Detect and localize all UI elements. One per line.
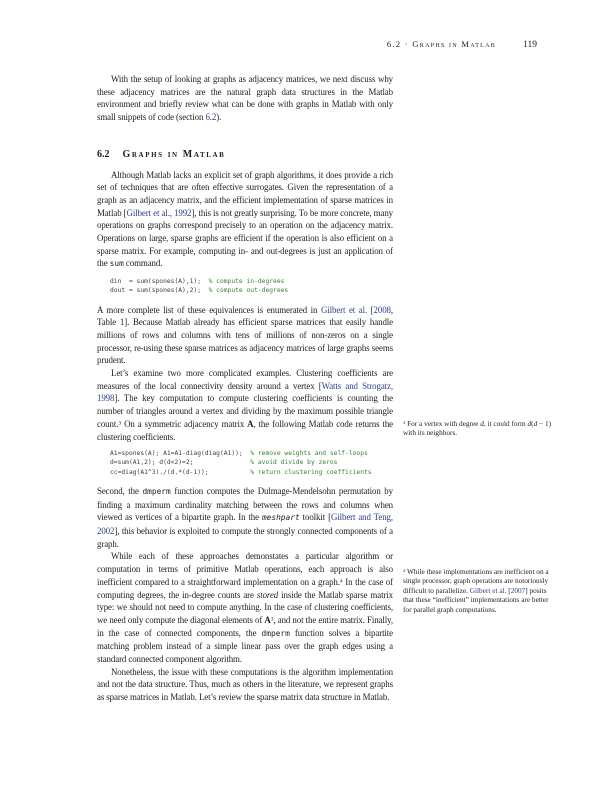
- section-number: 6.2: [97, 148, 110, 160]
- text-segment: function solves a bipartite matching problem instead of a simple linear pass over the graph edges using a standard connected component algorithm.: [97, 627, 393, 665]
- code-line: [110, 277, 393, 286]
- margin-note-4: [403, 567, 554, 614]
- text-segment: While each of these approaches demonstates a particular algorithm or computation in terms of primitive Matlab operations, each approach is also inefficient compared to a straightforward implementation on a graph.: [97, 551, 393, 587]
- paragraph-equivalences: [97, 304, 393, 368]
- text-segment: A more complete list of these equivalences is enumerated in: [97, 304, 321, 315]
- text-segment: ], this behavior is exploited to compute the strongly connected components of a graph.: [97, 526, 393, 549]
- text-segment: − 1) with its neighbors.: [403, 419, 552, 438]
- text-segment: d: [527, 419, 532, 428]
- code-text: cc=diag(A1^3)./(d.*(d-1));: [110, 468, 251, 476]
- text-segment: (: [531, 419, 534, 428]
- citation-link[interactable]: Gilbert et al., 1992: [126, 207, 192, 218]
- code-text: A1=spones(A); A1=A1-diag(diag(A1));: [110, 450, 251, 458]
- citation-link[interactable]: 6.2: [205, 112, 217, 123]
- text-segment: 4: [403, 567, 406, 573]
- text-segment: A: [264, 614, 271, 625]
- code-comment: % avoid divide by zeros: [250, 459, 338, 467]
- paragraph-conclusion: [97, 666, 393, 704]
- text-segment: , and not the entire matrix. Finally, in the case of connected components, the: [97, 614, 393, 638]
- text-segment: ).: [216, 112, 222, 123]
- text-segment: [: [506, 585, 511, 595]
- code-line: [110, 286, 393, 295]
- text-segment: , Table 1]. Because Matlab already has efficient sparse matrices that easily handle millions of rows and columns with tens of millions of non-zeros on a single processor, re-using these sparse matrices as adjacency matrices of large graphs seems prudent.: [97, 304, 393, 366]
- code-line: [110, 449, 393, 458]
- text-segment: function computes the Dulmage-Mendelsohn permutation by finding a maximum cardinality matching between the rows and columns when viewed as vertices of a bipartite graph. In the: [97, 485, 393, 523]
- running-title: 6.2 · Graphs in Matlab: [386, 39, 497, 49]
- citation-link[interactable]: 2008: [373, 304, 391, 315]
- text-segment: [: [367, 304, 374, 315]
- code-text: d=sum(A1,2); d(d<2)=2;: [110, 459, 251, 467]
- running-header: [97, 39, 537, 50]
- text-segment: A: [247, 418, 254, 429]
- text-segment: While these implementations are inefficient on a single processor, graph operations are notoriously difficult to parallelize.: [403, 567, 549, 595]
- text-segment: command.: [123, 258, 163, 269]
- code-comment: % remove weights and self-loops: [250, 450, 368, 458]
- text-segment: sum: [109, 259, 124, 269]
- code-block-clustering: [97, 449, 393, 477]
- margin-note-3: [403, 419, 554, 438]
- main-text-column: [97, 73, 393, 704]
- text-segment: On a symmetric adjacency matrix: [121, 418, 248, 429]
- text-segment: ] posits that these “inefficient” implementations are better for parallel graph computations.: [403, 585, 549, 614]
- text-segment: In the case of computing degrees, the in-degree counts are: [97, 576, 393, 600]
- text-segment: , it could form: [483, 419, 528, 428]
- text-segment: 3: [118, 420, 122, 427]
- text-segment: d: [480, 419, 484, 428]
- text-segment: 4: [339, 578, 343, 585]
- section-title: Graphs in Matlab: [122, 148, 226, 160]
- text-segment: For a vertex with degree: [405, 419, 481, 428]
- text-segment: stored: [256, 589, 279, 600]
- code-text: dout = sum(spones(A),2);: [110, 287, 209, 295]
- text-segment: Nonetheless, the issue with these computations is the algorithm implementation and not the data structure. Thus, much as others in the literature, we represent graphs as sparse matrices in Matlab. Let’s review the sparse matrix data structure in Matlab.: [97, 666, 393, 703]
- text-segment: 3: [403, 419, 406, 425]
- citation-link[interactable]: Gilbert et al.: [320, 304, 368, 315]
- text-segment: dmperm: [142, 486, 171, 496]
- text-segment: Although Matlab lacks an explicit set of graph algorithms, it does provide a rich set of techniques that are often effective surrogates. Given the representation of a graph as an adjacency matrix, and the efficient implementation of sparse matrices in Matlab [: [97, 169, 393, 218]
- text-segment: Let’s examine two more complicated examples. Clustering coefficients are measures of the local connectivity density around a vertex [: [97, 368, 393, 391]
- code-text: din = sum(spones(A),1);: [110, 278, 209, 286]
- code-block-degrees: [97, 277, 393, 295]
- citation-link[interactable]: 2007: [510, 585, 526, 595]
- code-comment: % return clustering coefficients: [250, 468, 372, 476]
- text-segment: d: [533, 419, 538, 428]
- text-segment: meshpart: [261, 513, 300, 523]
- code-comment: % compute in-degrees: [208, 278, 285, 286]
- citation-link[interactable]: Watts and Strogatz, 1998: [97, 380, 393, 404]
- section-heading: [97, 149, 393, 162]
- code-comment: % compute out-degrees: [208, 287, 289, 295]
- text-segment: inside the Matlab sparse matrix type: we should not need to compute anything. In the case of clustering coefficients, we need only compute the diagonal elements of: [97, 589, 393, 625]
- paragraph-dmperm: [97, 485, 393, 551]
- text-segment: With the setup of looking at graphs as adjacency matrices, we next discuss why these adjacency matrices are the natural graph data structures in the Matlab environment and briefly review what can be done with graphs in Matlab with only small snippets of code (section: [97, 74, 393, 123]
- text-segment: , the following Matlab code returns the clustering coefficients.: [97, 418, 393, 442]
- code-line: [110, 458, 393, 467]
- text-segment: ]. The key computation to compute clustering coefficients is counting the number of triangles around a vertex and dividing by the maximum possible triangle count.: [97, 393, 393, 429]
- text-segment: Second, the: [97, 485, 143, 496]
- text-segment: dmperm: [261, 628, 290, 638]
- page-number: 119: [523, 40, 537, 50]
- paragraph-surrogates: [97, 169, 393, 272]
- citation-link[interactable]: Gilbert and Teng, 2002: [97, 512, 393, 536]
- paragraph-clustering: [97, 367, 393, 443]
- text-segment: toolkit [: [299, 512, 331, 523]
- text-segment: ], this is not greatly surprising. To be more concrete, many operations on graphs correspond precisely to an operation on the adjacency matrix. Operations on large, sparse graphs are efficient if the operation is also efficient on a sparse matrix. For example, computing in- and out-degrees is just an application of the: [97, 207, 394, 269]
- paragraph-intro: [97, 73, 393, 124]
- code-line: [110, 468, 393, 477]
- citation-link[interactable]: Gilbert et al.: [469, 585, 507, 595]
- paragraph-inefficiency: [97, 550, 393, 665]
- text-segment: 3: [270, 616, 274, 623]
